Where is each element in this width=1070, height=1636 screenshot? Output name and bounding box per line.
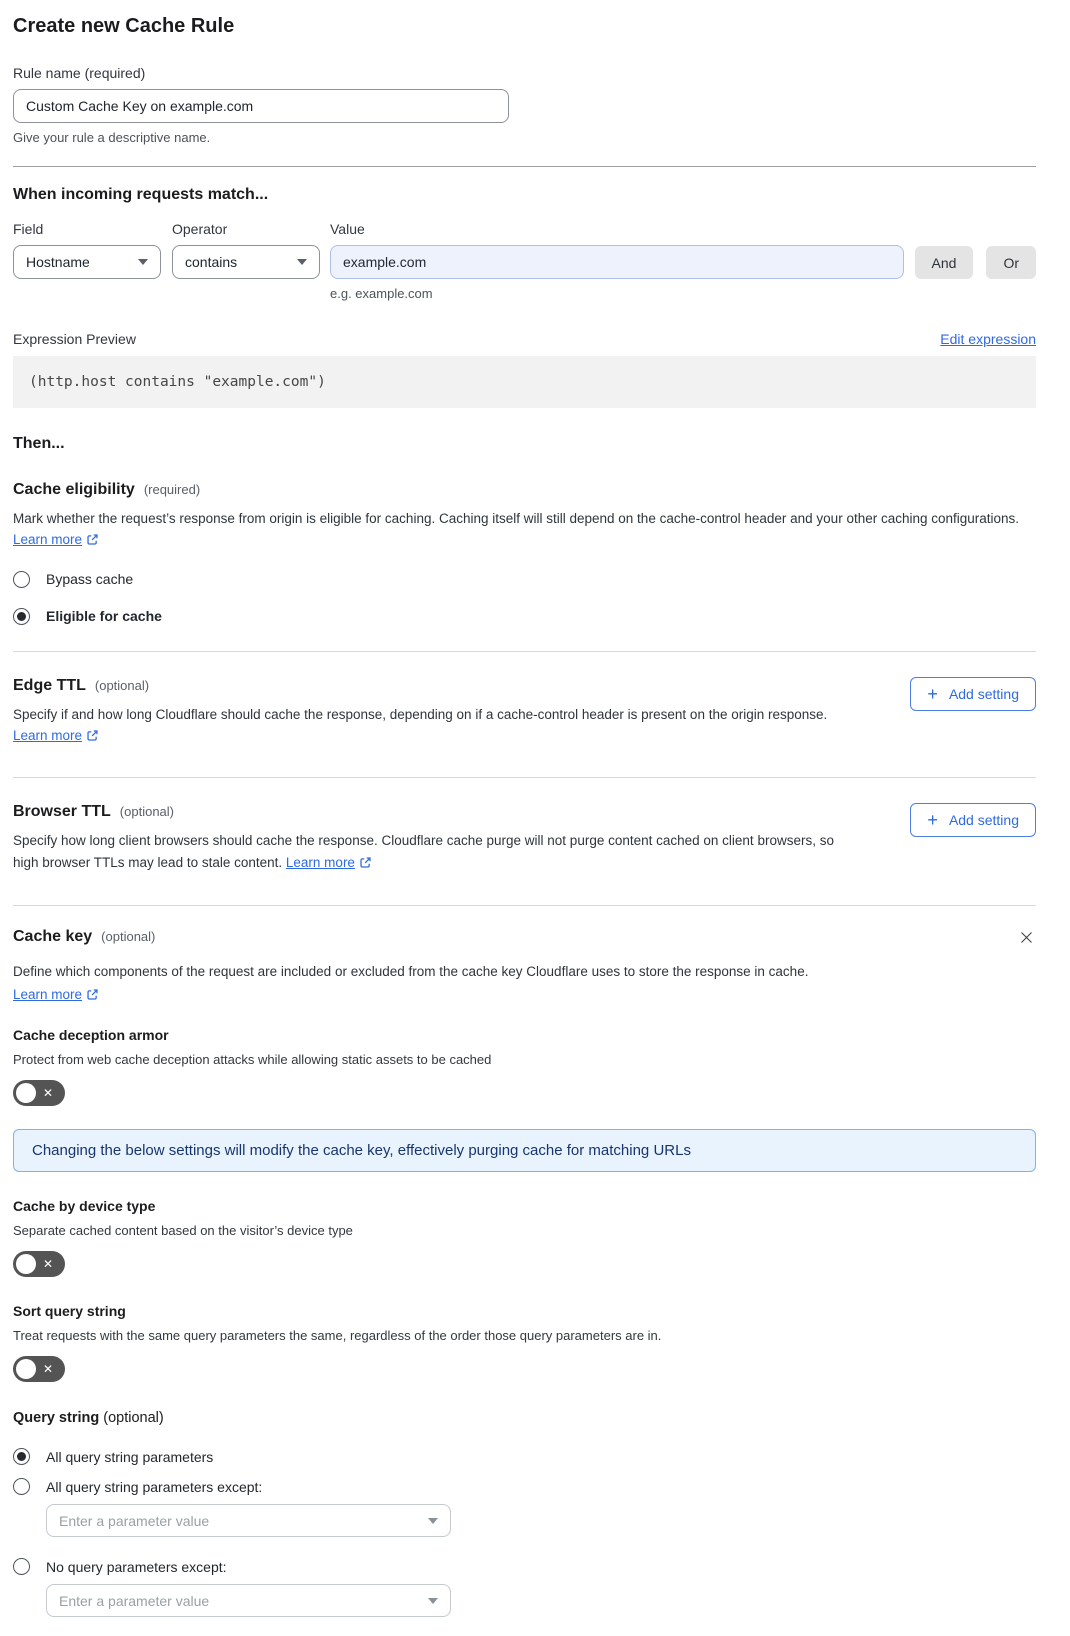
value-label: Value bbox=[330, 221, 365, 237]
parameter-placeholder: Enter a parameter value bbox=[59, 1592, 210, 1609]
or-button[interactable]: Or bbox=[986, 246, 1036, 279]
plus-icon: + bbox=[927, 683, 938, 704]
browser-ttl-description bbox=[13, 830, 853, 873]
chevron-down-icon bbox=[428, 1518, 438, 1524]
browser-ttl-add-setting-button[interactable] bbox=[910, 803, 1036, 837]
divider bbox=[13, 651, 1036, 652]
browser-ttl-learn-more-link[interactable]: Learn more bbox=[286, 855, 372, 870]
sort-query-string-description: Treat requests with the same query parameters the same, regardless of the order those query parameters are in. bbox=[13, 1328, 662, 1344]
toggle-knob bbox=[16, 1359, 36, 1379]
external-link-icon bbox=[86, 533, 99, 546]
add-setting-label: Add setting bbox=[948, 685, 1019, 702]
cache-eligibility-title: Cache eligibility bbox=[13, 481, 135, 498]
query-string-title-text: Query string bbox=[13, 1410, 100, 1427]
add-setting-label: Add setting bbox=[948, 812, 1019, 829]
browser-ttl-description-text: Specify how long client browsers should cache the response. Cloudflare cache purge will not purge content cached on client browsers, so high browser TTLs may lead to stale content. bbox=[13, 833, 834, 870]
cache-key-description: Define which components of the request are included or excluded from the cache key Cloudflare uses to store the response in cache. bbox=[13, 963, 809, 979]
chevron-down-icon bbox=[428, 1598, 438, 1604]
cache-eligibility-badge: (required) bbox=[143, 482, 201, 497]
cache-eligibility-description bbox=[13, 508, 1025, 551]
browser-ttl-section bbox=[13, 803, 1036, 873]
divider bbox=[13, 905, 1036, 906]
radio-icon bbox=[13, 1558, 30, 1575]
match-heading: When incoming requests match... bbox=[13, 186, 269, 203]
query-string-title bbox=[13, 1410, 1036, 1426]
radio-label: All query string parameters bbox=[46, 1448, 214, 1465]
edit-expression-link[interactable]: Edit expression bbox=[940, 331, 1036, 347]
radio-label: Bypass cache bbox=[46, 571, 134, 588]
sort-query-string-title: Sort query string bbox=[13, 1303, 126, 1320]
edge-ttl-title: Edge TTL bbox=[13, 676, 86, 694]
rule-name-help: Give your rule a descriptive name. bbox=[13, 130, 211, 145]
value-help: e.g. example.com bbox=[330, 286, 433, 301]
toggle-off-x-icon: ✕ bbox=[43, 1257, 54, 1272]
divider bbox=[13, 166, 1036, 167]
radio-option-all-query-string-parameters[interactable] bbox=[13, 1448, 1036, 1465]
radio-selected-icon bbox=[13, 1448, 30, 1465]
toggle-knob bbox=[16, 1254, 36, 1274]
operator-select-value: contains bbox=[185, 254, 238, 270]
chevron-down-icon bbox=[297, 259, 307, 265]
parameter-placeholder: Enter a parameter value bbox=[59, 1512, 210, 1529]
radio-label: No query parameters except: bbox=[46, 1558, 227, 1575]
edge-ttl-section bbox=[13, 677, 1036, 747]
expression-code: (http.host contains "example.com") bbox=[13, 356, 1036, 408]
field-select-value: Hostname bbox=[26, 254, 90, 270]
radio-label: Eligible for cache bbox=[46, 608, 162, 625]
sort-query-string-toggle[interactable] bbox=[13, 1356, 65, 1382]
toggle-off-x-icon: ✕ bbox=[43, 1086, 54, 1101]
external-link-icon bbox=[359, 856, 372, 869]
toggle-off-x-icon: ✕ bbox=[43, 1362, 54, 1377]
radio-option-eligible-for-cache[interactable] bbox=[13, 608, 1036, 625]
radio-option-all-query-string-parameters-except[interactable] bbox=[13, 1478, 1036, 1495]
close-icon[interactable] bbox=[1017, 928, 1036, 952]
radio-label: All query string parameters except: bbox=[46, 1478, 263, 1495]
expression-preview-label: Expression Preview bbox=[13, 331, 136, 347]
external-link-icon bbox=[86, 729, 99, 742]
page-title: Create new Cache Rule bbox=[13, 15, 235, 37]
cache-eligibility-description-text: Mark whether the request’s response from origin is eligible for caching. Caching itself will still depend on the cache-control header and your other caching configurations. bbox=[13, 511, 1020, 526]
cache-key-learn-more-link[interactable]: Learn more bbox=[13, 987, 99, 1002]
divider bbox=[13, 777, 1036, 778]
edge-ttl-description bbox=[13, 704, 853, 747]
operator-select[interactable] bbox=[172, 245, 320, 279]
radio-option-bypass-cache[interactable] bbox=[13, 571, 1036, 588]
rule-name-label: Rule name (required) bbox=[13, 65, 146, 81]
field-label: Field bbox=[13, 221, 44, 237]
except-parameter-select[interactable] bbox=[46, 1504, 451, 1537]
radio-selected-icon bbox=[13, 608, 30, 625]
cache-key-title: Cache key bbox=[13, 927, 93, 945]
edge-ttl-add-setting-button[interactable] bbox=[910, 677, 1036, 711]
cache-key-section bbox=[13, 928, 1036, 1617]
cache-by-device-type-toggle[interactable] bbox=[13, 1251, 65, 1277]
edge-ttl-description-text: Specify if and how long Cloudflare should cache the response, depending on if a cache-control header is present on the origin response. bbox=[13, 706, 828, 722]
field-select[interactable] bbox=[13, 245, 161, 279]
radio-icon bbox=[13, 571, 30, 588]
external-link-icon bbox=[86, 988, 99, 1001]
and-button[interactable]: And bbox=[915, 246, 974, 279]
plus-icon: + bbox=[927, 810, 938, 831]
cache-eligibility-section bbox=[13, 481, 1036, 625]
no-query-parameter-select[interactable] bbox=[46, 1584, 451, 1617]
then-heading: Then... bbox=[13, 435, 65, 452]
rule-name-input[interactable] bbox=[13, 89, 509, 123]
cache-deception-armor-title: Cache deception armor bbox=[13, 1027, 169, 1044]
browser-ttl-badge: (optional) bbox=[119, 804, 174, 820]
cache-key-badge: (optional) bbox=[101, 928, 156, 944]
edge-ttl-badge: (optional) bbox=[94, 677, 150, 693]
edge-ttl-learn-more-link[interactable]: Learn more bbox=[13, 728, 99, 743]
cache-key-warning-banner: Changing the below settings will modify the cache key, effectively purging cache for matching URLs bbox=[13, 1129, 1036, 1172]
expression-preview-row bbox=[13, 331, 1036, 347]
chevron-down-icon bbox=[138, 259, 148, 265]
cache-deception-armor-toggle[interactable] bbox=[13, 1080, 65, 1106]
query-string-badge: (optional) bbox=[103, 1410, 164, 1427]
cache-by-device-type-title: Cache by device type bbox=[13, 1198, 156, 1215]
match-criteria-row bbox=[13, 221, 1036, 301]
toggle-knob bbox=[16, 1083, 36, 1103]
value-input[interactable] bbox=[330, 245, 904, 279]
browser-ttl-title: Browser TTL bbox=[13, 803, 111, 821]
cache-by-device-type-description: Separate cached content based on the visitor’s device type bbox=[13, 1223, 353, 1239]
cache-eligibility-learn-more-link[interactable]: Learn more bbox=[13, 532, 99, 547]
radio-option-no-query-parameters-except[interactable] bbox=[13, 1558, 1036, 1575]
radio-icon bbox=[13, 1478, 30, 1495]
operator-label: Operator bbox=[172, 221, 228, 237]
cache-deception-armor-description: Protect from web cache deception attacks while allowing static assets to be cached bbox=[13, 1052, 492, 1068]
